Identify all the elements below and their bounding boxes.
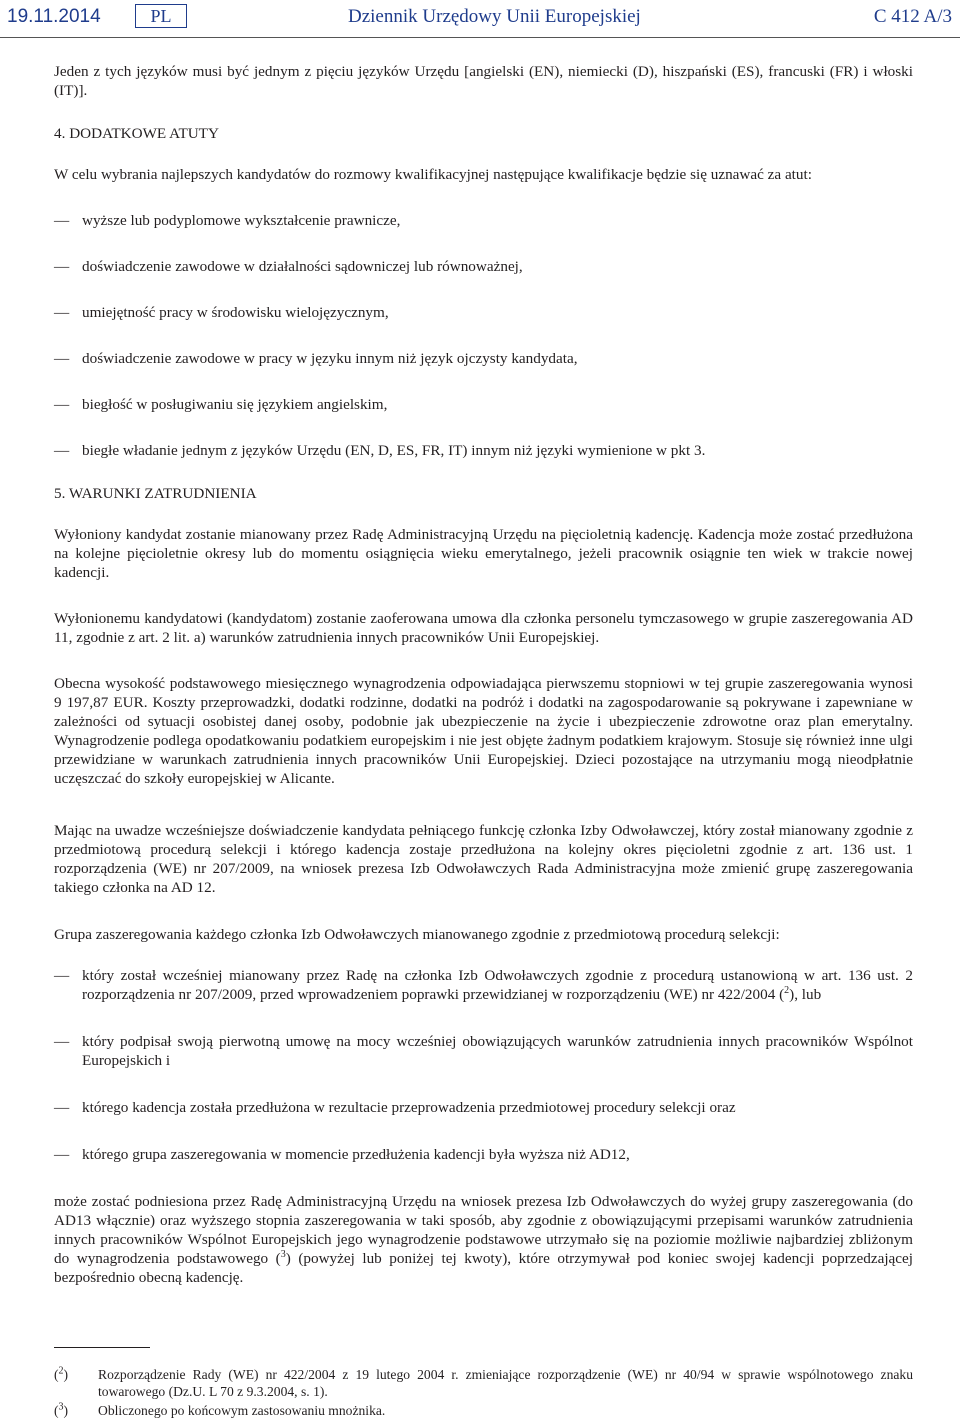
list-item: — którego grupa zaszeregowania w momencie przedłużenia kadencji była wyższa niż AD12, xyxy=(54,1145,913,1164)
section-4-heading xyxy=(54,124,913,143)
section-5-paragraph: Wyłoniony kandydat zostanie mianowany przez Radę Administracyjną Urzędu na pięcioletnią kadencję. Kadencja może zostać przedłużona na kolejne pięcioletnie okresy lub do momentu osiągnięcia wieku emerytalnego, jeżeli pracownik osiągnie ten wiek w trakcie nowej kadencji. xyxy=(54,526,913,581)
footnote-text: Rozporządzenie Rady (WE) nr 422/2004 z 19 lutego 2004 r. zmieniające rozporządzenie (WE) nr 40/94 w sprawie wspólnotowego znaku towarowego (Dz.U. L 70 z 9.3.2004, s. 1). xyxy=(98,1367,913,1399)
section-5-heading xyxy=(54,484,913,503)
footnote-text: Obliczonego po końcowym zastosowaniu mnożnika. xyxy=(98,1403,386,1418)
section-5 xyxy=(54,484,913,1287)
footnote-marker: ($^3$) xyxy=(54,1401,69,1418)
footnote-marker: ($^2$) xyxy=(54,1365,69,1382)
list-item: — doświadczenie zawodowe w pracy w języku innym niż język ojczysty kandydata, xyxy=(54,349,913,368)
footnote-ref[interactable]: 2 xyxy=(784,984,790,996)
intro-paragraph: Jeden z tych języków musi być jednym z pięciu języków Urzędu [angielski (EN), niemiecki (D), hiszpański (ES), francuski (FR) i włoski (IT)]. xyxy=(54,63,913,99)
section-5-paragraph: Wyłonionemu kandydatowi (kandydatom) zostanie zaoferowana umowa dla członka personelu tymczasowego w grupie zaszeregowania AD 11, zgodnie z art. 2 lit. a) warunków zatrudnienia innych pracowników Unii Europejskiej. xyxy=(54,610,913,646)
section-5-closing-paragraph: może zostać podniesiona przez Radę Administracyjną Urzędu na wniosek prezesa Izb Odwoławczych do wyżej grupy zaszeregowania (do AD13 włącznie) oraz wyższego stopnia zaszeregowania w taki sposób, aby zgodnie z obowiązującymi przepisami warunków zatrudnienia innych pracowników Wspólnot Europejskich jego wynagrodzenie podstawowe utrzymało się na poziomie możliwie najbardziej zbliżonym do wynagrodzenia podstawowego ($^3$) (powyżej lub poniżej tej kwoty), które otrzymywał pod koniec swojej kadencji poprzedzającej bezpośrednio obecną kadencję. xyxy=(54,1193,913,1286)
list-item: — którego kadencja została przedłużona w rezultacie przeprowadzenia przedmiotowej procedury selekcji oraz xyxy=(54,1098,913,1117)
section-5-number: 5. xyxy=(54,485,66,502)
section-4-lead: W celu wybrania najlepszych kandydatów do rozmowy kwalifikacyjnej następujące kwalifikacje będzie się uznawać za atut: xyxy=(54,166,812,183)
section-5-title: WARUNKI ZATRUDNIENIA xyxy=(68,485,257,502)
list-item: — umiejętność pracy w środowisku wielojęzycznym, xyxy=(54,303,913,322)
publication-date: 19.11.2014 xyxy=(7,6,101,27)
footnote xyxy=(54,1402,913,1419)
footnote-ref[interactable]: 3 xyxy=(280,1248,286,1260)
list-item: — który podpisał swoją pierwotną umowę na mocy wcześniej obowiązujących warunków zatrudnienia innych pracowników Wspólnot Europejskich i xyxy=(54,1032,913,1070)
section-5-paragraph: Mając na uwadze wcześniejsze doświadczenie kandydata pełniącego funkcję członka Izby Odwoławczej, który został mianowany zgodnie z przedmiotową procedurą selekcji i którego kadencja zostaje przedłużona na kolejny okres pięcioletni zgodnie z art. 136 ust. 1 rozporządzenia (WE) nr 207/2009, na wniosek prezesa Izb Odwoławczych Rada Administracyjna może zmienić grupę zaszeregowania takiego członka na AD 12. xyxy=(54,822,913,896)
language-badge: PL xyxy=(135,4,187,28)
grade-conditions-list xyxy=(54,966,913,1164)
list-item: — który został wcześniej mianowany przez Radę na członka Izb Odwoławczych zgodnie z procedurą ustanowioną w art. 136 ust. 2 rozporządzenia nr 207/2009, przed wprowadzeniem poprawki przewidzianej w rozporządzeniu (WE) nr 422/2004 ($^2$), lub xyxy=(54,966,913,1004)
section-4-number: 4. xyxy=(54,125,66,142)
list-item: — biegłe władanie jednym z języków Urzędu (EN, D, ES, FR, IT) innym niż języki wymienione w pkt 3. xyxy=(54,441,913,460)
footnote xyxy=(54,1366,913,1400)
list-item: — doświadczenie zawodowe w działalności sądowniczej lub równoważnej, xyxy=(54,257,913,276)
section-4-title: DODATKOWE ATUTY xyxy=(69,125,219,142)
document-body xyxy=(54,62,913,1287)
section-5-paragraph: Obecna wysokość podstawowego miesięcznego wynagrodzenia odpowiadająca pierwszemu stopniowi w tej grupie zaszeregowania wynosi 9 197,87 EUR. Koszty przeprowadzki, dodatki rodzinne, dodatki na podróż i dodatki na zagospodarowanie są pokrywane i zapewniane w zależności od sytuacji osobistej danej osoby, podobnie jak ubezpieczenie na życie i ubezpieczenie zdrowotne oraz plan emerytalny. Wynagrodzenie podlega opodatkowaniu podatkiem europejskim i nie jest objęte żadnym podatkiem krajowym. Stosuje się również inne ulgi przewidziane w warunkach zatrudnienia innych pracowników Unii Europejskiej. Dzieci pozostające na utrzymaniu mogą nieodpłatnie uczęszczać do szkoły europejskiej w Alicante. xyxy=(54,675,913,787)
journal-title: Dziennik Urzędowy Unii Europejskiej xyxy=(348,6,641,27)
section-5-paragraph: Grupa zaszeregowania każdego członka Izb Odwoławczych mianowanego zgodnie z przedmiotową procedurą selekcji: xyxy=(54,926,780,943)
section-4 xyxy=(54,124,913,460)
list-item: — wyższe lub podyplomowe wykształcenie prawnicze, xyxy=(54,211,913,230)
advantages-list xyxy=(54,211,913,460)
list-item: — biegłość w posługiwaniu się językiem angielskim, xyxy=(54,395,913,414)
header-rule xyxy=(0,37,960,38)
footnote-rule xyxy=(54,1347,150,1348)
journal-reference: C 412 A/3 xyxy=(873,6,952,27)
